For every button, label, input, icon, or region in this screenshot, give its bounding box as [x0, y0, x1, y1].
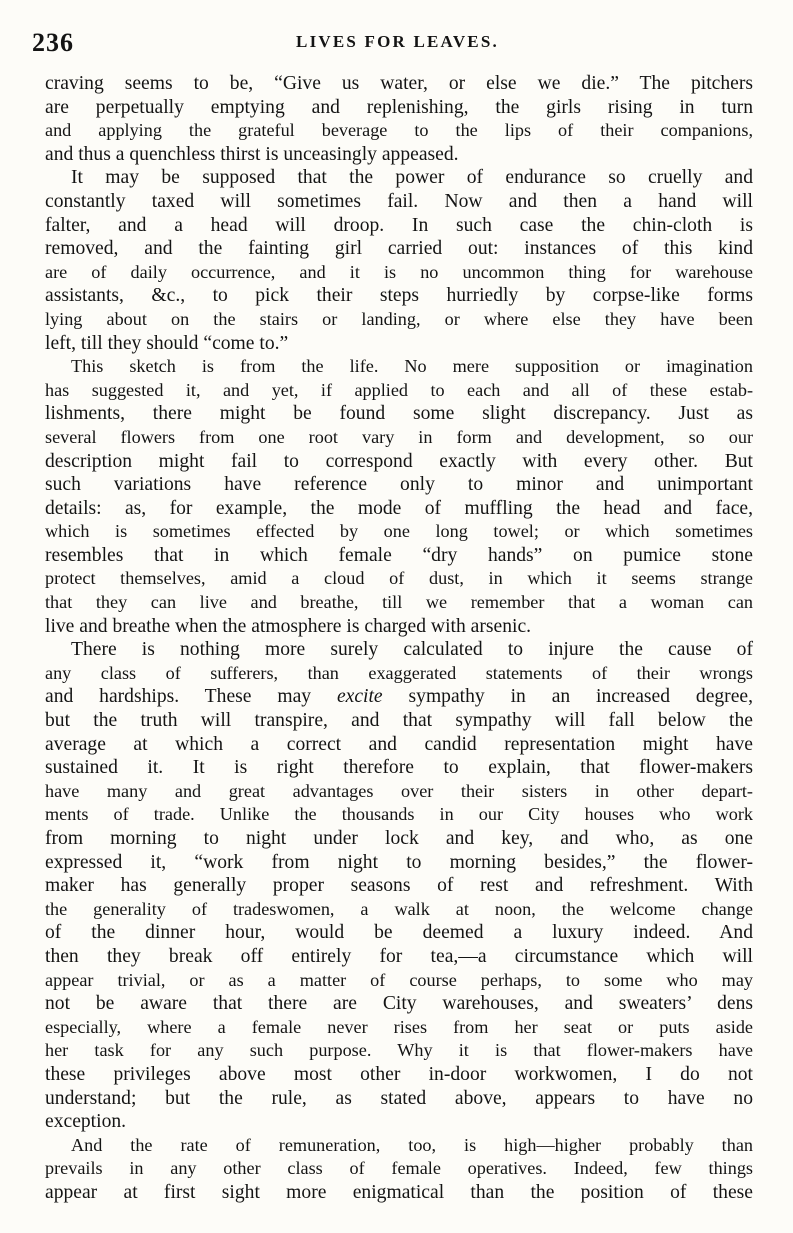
text-line: which is sometimes effected by one long towel; or which sometimes: [45, 521, 753, 542]
text-line: lying about on the stairs or landing, or where else they have been: [45, 308, 753, 329]
text-line: description might fail to correspond exactly with every other. But: [45, 450, 753, 472]
italic-word: excite: [336, 686, 383, 708]
text-line: maker has generally proper seasons of rest and refreshment. With: [45, 875, 753, 897]
running-title: LIVES FOR LEAVES.: [296, 32, 499, 51]
body-text: [45, 72, 753, 1205]
text-line: details: as, for example, the mode of muffling the head and face,: [45, 497, 753, 519]
text-line: live and breathe when the atmosphere is charged with arsenic.: [45, 615, 532, 637]
text-line: ments of trade. Unlike the thousands in our City houses who work: [45, 804, 753, 825]
text-line: understand; but the rule, as stated above, appears to have no: [45, 1087, 753, 1109]
text-line: lishments, there might be found some slight discrepancy. Just as: [45, 403, 753, 425]
page-header: [30, 24, 765, 60]
text-line: then they break off entirely for tea,—a circumstance which will: [45, 945, 753, 967]
text-line: are of daily occurrence, and it is no uncommon thing for warehouse: [45, 261, 753, 282]
text-line: This sketch is from the life. No mere supposition or imagination: [71, 356, 753, 377]
text-line: these privileges above most other in-door workwomen, I do not: [45, 1063, 753, 1085]
text-line: And the rate of remuneration, too, is high—higher probably than: [71, 1134, 753, 1155]
text-line: not be aware that there are City warehouses, and sweaters’ dens: [45, 993, 753, 1015]
text-line: appear at first sight more enigmatical than the position of these: [45, 1181, 753, 1203]
text-line: average at which a correct and candid representation might have: [45, 733, 753, 755]
text-run: sympathy in an increased degree,: [408, 686, 754, 708]
text-line: resembles that in which female “dry hands” on pumice stone: [45, 544, 753, 566]
text-line: that they can live and breathe, till we remember that a woman can: [45, 592, 753, 613]
text-line: and thus a quenchless thirst is unceasingly appeased.: [45, 143, 459, 165]
text-line: has suggested it, and yet, if applied to each and all of these estab-: [45, 379, 753, 400]
text-line: left, till they should “come to.”: [45, 332, 289, 354]
text-line: assistants, &c., to pick their steps hurriedly by corpse-like forms: [45, 285, 753, 307]
text-line: falter, and a head will droop. In such case the chin-cloth is: [45, 214, 753, 236]
text-line: but the truth will transpire, and that sympathy will fall below the: [45, 710, 753, 732]
text-line: removed, and the fainting girl carried out: instances of this kind: [45, 238, 753, 260]
text-line: such variations have reference only to minor and unimportant: [45, 474, 753, 496]
text-line: craving seems to be, “Give us water, or else we die.” The pitchers: [45, 73, 753, 94]
text-line: It may be supposed that the power of endurance so cruelly and: [71, 167, 753, 189]
text-line: There is nothing more surely calculated to injure the cause of: [71, 639, 753, 661]
text-line: have many and great advantages over their sisters in other depart-: [45, 780, 753, 801]
text-line: any class of sufferers, than exaggerated statements of their wrongs: [45, 662, 753, 683]
text-line: sustained it. It is right therefore to explain, that flower-makers: [45, 757, 753, 779]
text-line: constantly taxed will sometimes fail. Now and then a hand will: [45, 190, 753, 212]
text-line: several flowers from one root vary in form and development, so our: [45, 426, 753, 447]
page-number: 236: [32, 28, 74, 57]
text-line: are perpetually emptying and replenishing, the girls rising in turn: [45, 96, 753, 118]
text-line: and applying the grateful beverage to the lips of their companions,: [45, 120, 753, 141]
text-line: of the dinner hour, would be deemed a luxury indeed. And: [45, 922, 753, 944]
text-line: from morning to night under lock and key, and who, as one: [45, 828, 753, 849]
text-line: the generality of tradeswomen, a walk at noon, the welcome change: [45, 898, 753, 919]
text-line: especially, where a female never rises from her seat or puts aside: [45, 1016, 753, 1037]
text-line: protect themselves, amid a cloud of dust, in which it seems strange: [45, 568, 753, 589]
text-line-with-italic: [45, 685, 753, 709]
text-line: prevails in any other class of female operatives. Indeed, few things: [45, 1158, 753, 1179]
text-line: her task for any such purpose. Why it is that flower-makers have: [45, 1040, 753, 1061]
text-line: exception.: [45, 1111, 127, 1133]
text-run: and hardships. These may: [45, 686, 312, 708]
text-line: expressed it, “work from night to morning besides,” the flower-: [45, 851, 753, 873]
text-line: appear trivial, or as a matter of course perhaps, to some who may: [45, 969, 753, 990]
